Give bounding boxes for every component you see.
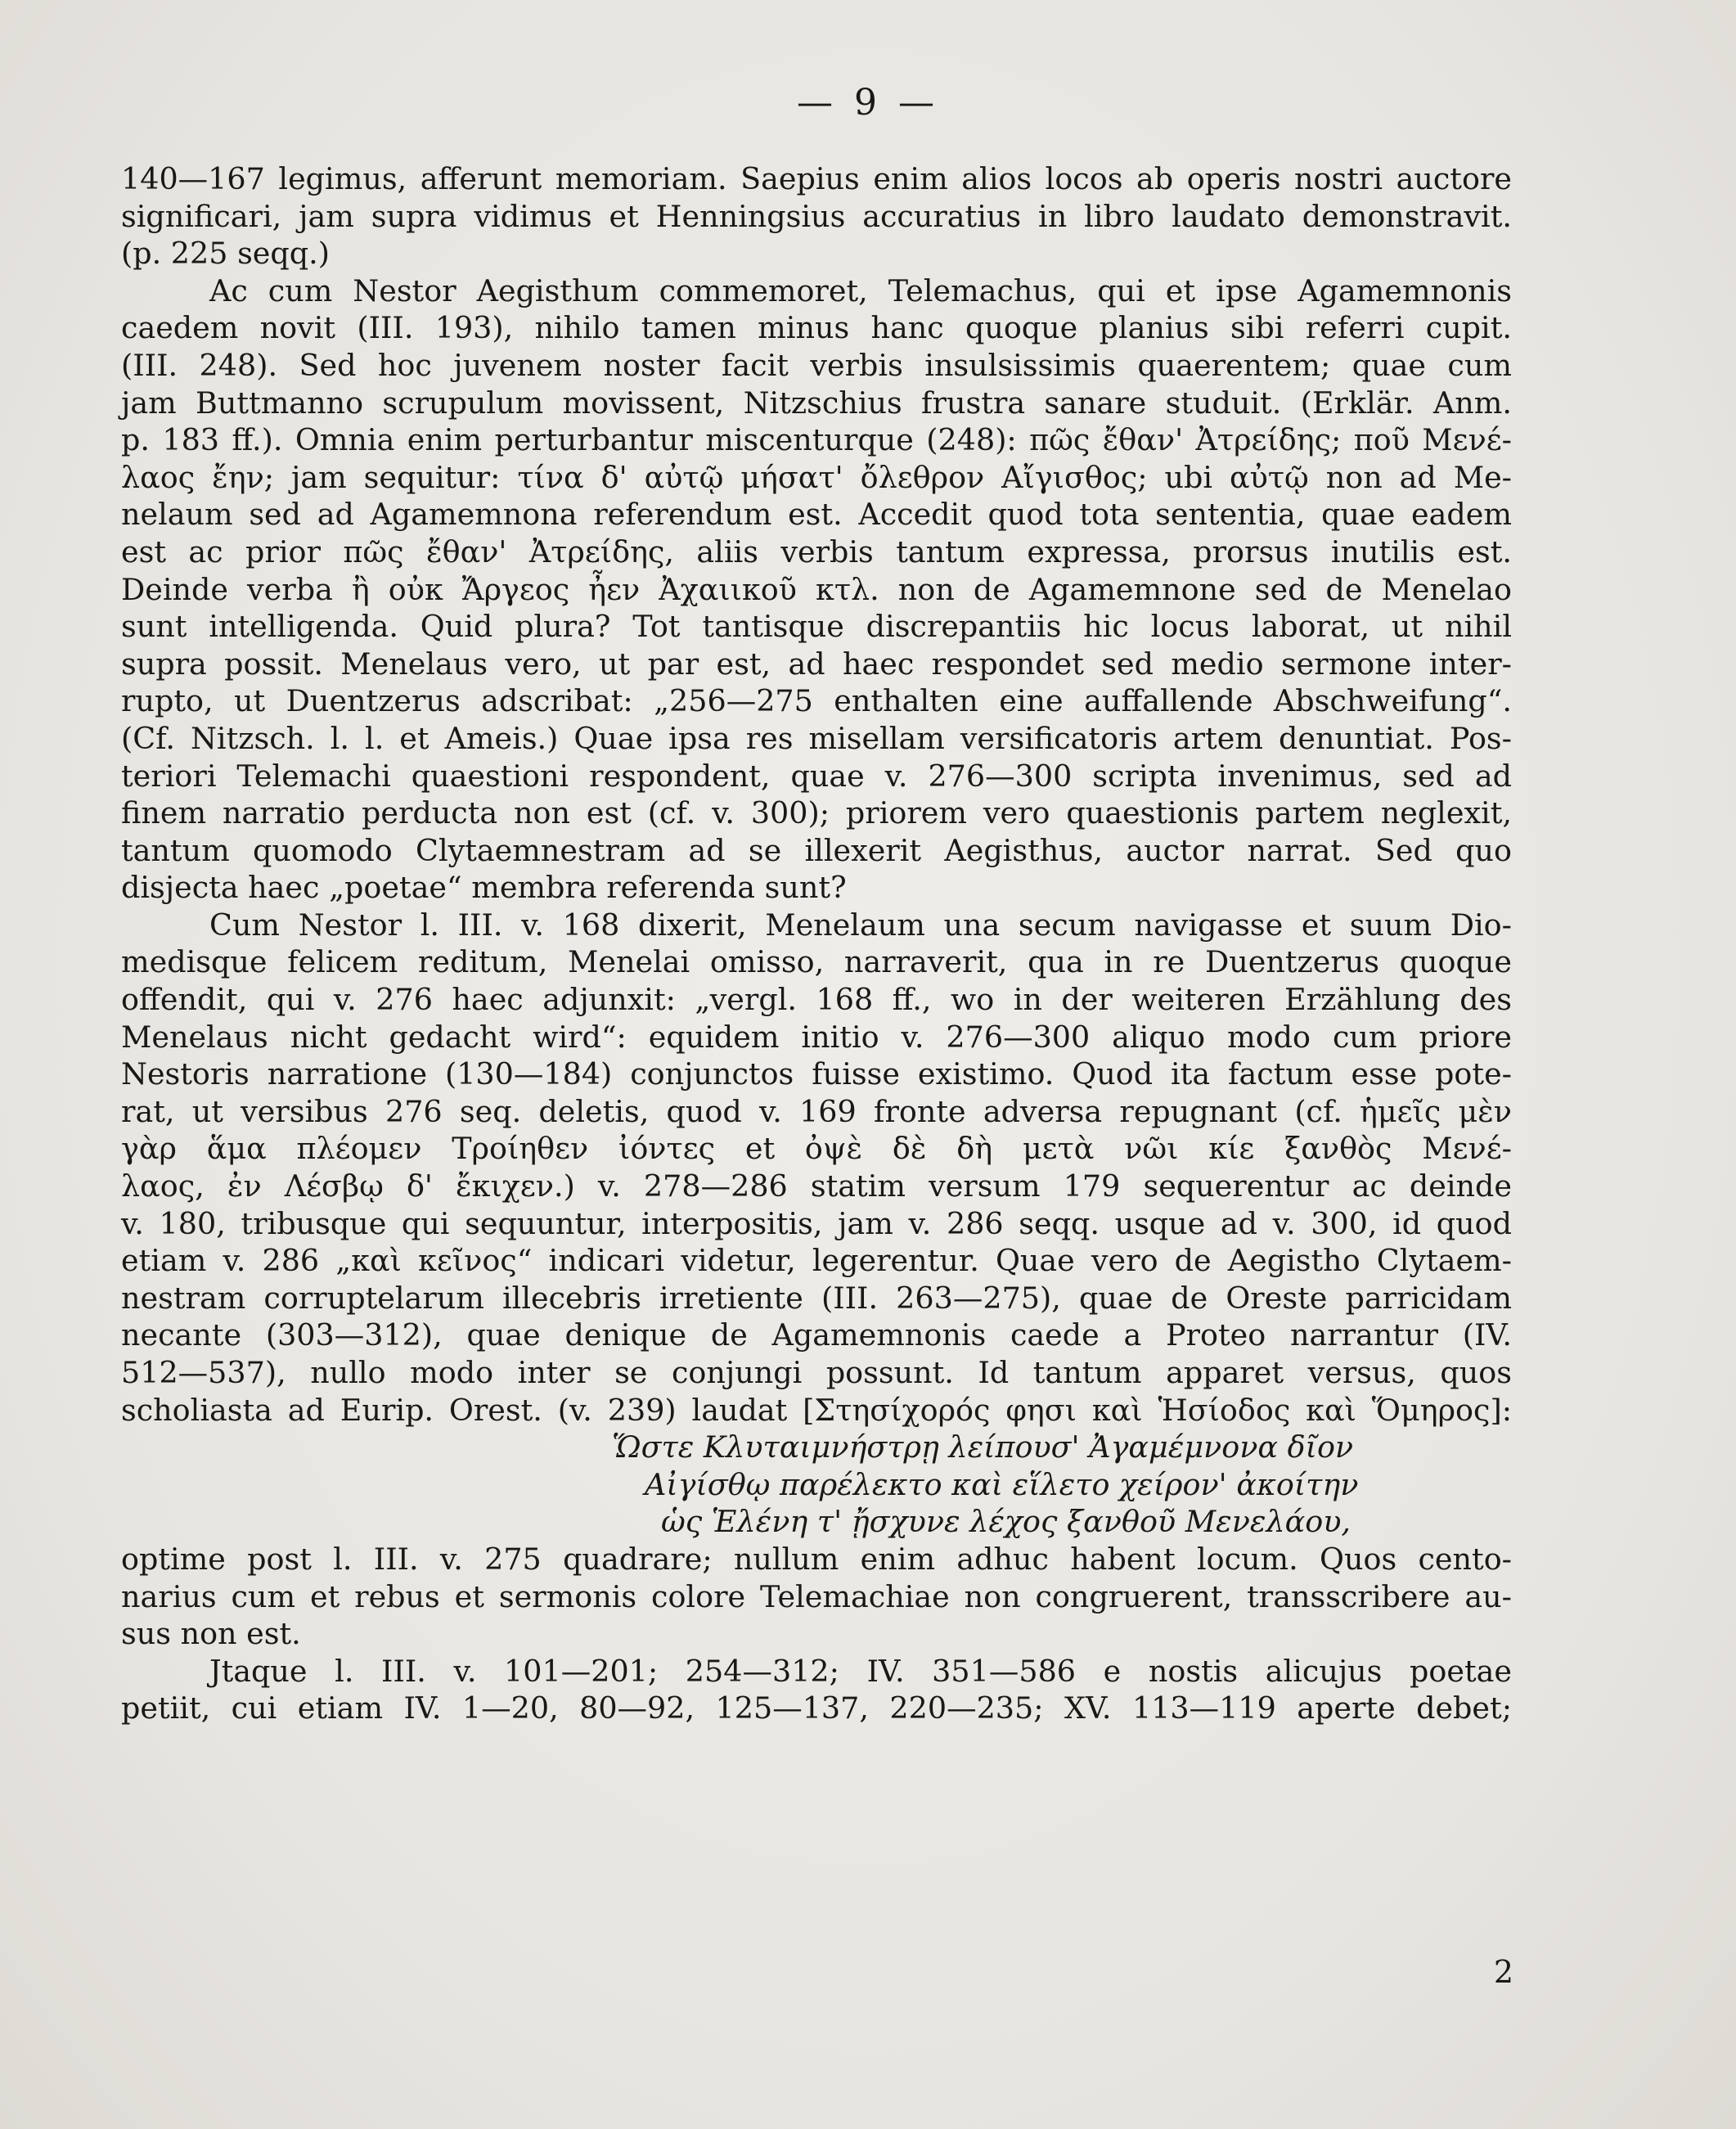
text-line: nestram corruptelarum illecebris irretiente (III. 263—275), quae de Oreste parricidam	[121, 1280, 1512, 1316]
text-line: petiit, cui etiam IV. 1—20, 80—92, 125—137, 220—235; XV. 113—119 aperte debet;	[121, 1690, 1512, 1726]
text-line: teriori Telemachi quaestioni respondent, quae v. 276—300 scripta invenimus, sed ad	[121, 758, 1512, 794]
text-line: medisque felicem reditum, Menelai omisso, narraverit, qua in re Duentzerus quoque	[121, 944, 1512, 980]
text-line: optime post l. III. v. 275 quadrare; nullum enim adhuc habent locum. Quos cento-	[121, 1541, 1512, 1577]
text-line: significari, jam supra vidimus et Henningsius accuratius in libro laudato demonstravit.	[121, 198, 1512, 234]
text-line: sus non est.	[121, 1616, 301, 1652]
verse-line: ὡς Ἑλένη τ' ᾔσχυνε λέχος ξανθοῦ Μενελάου,	[661, 1504, 1351, 1540]
text-line: narius cum et rebus et sermonis colore Telemachiae non congruerent, transscribere au-	[121, 1578, 1512, 1614]
text-line: est ac prior πῶς ἔθαν' Ἀτρείδης, aliis verbis tantum expressa, prorsus inutilis est.	[121, 533, 1512, 569]
text-line: (p. 225 seqq.)	[121, 236, 330, 272]
text-line: Ac cum Nestor Aegisthum commemoret, Telemachus, qui et ipse Agamemnonis	[209, 272, 1512, 308]
text-line: offendit, qui v. 276 haec adjunxit: „vergl. 168 ff., wo in der weiteren Erzählung des	[121, 982, 1512, 1018]
text-line: disjecta haec „poetae“ membra referenda sunt?	[121, 870, 847, 906]
verse-line: Αἰγίσθῳ παρέλεκτο καὶ εἵλετο χείρον' ἀκοίτην	[645, 1466, 1359, 1502]
text-line: γὰρ ἅμα πλέομεν Τροίηθεν ἰόντες et ὀψὲ δὲ δὴ μετὰ νῶι κίε ξανθὸς Μενέ-	[121, 1131, 1512, 1167]
text-line: tantum quomodo Clytaemnestram ad se illexerit Aegisthus, auctor narrat. Sed quo	[121, 832, 1512, 868]
text-line: p. 183 ff.). Omnia enim perturbantur miscenturque (248): πῶς ἔθαν' Ἀτρείδης; ποῦ Μενέ-	[121, 422, 1512, 458]
text-line: rat, ut versibus 276 seq. deletis, quod v. 169 fronte adversa repugnant (cf. ἡμεῖς μὲν	[121, 1093, 1512, 1129]
text-line: jam Buttmanno scrupulum movissent, Nitzschius frustra sanare studuit. (Erklär. Anm.	[121, 385, 1512, 421]
text-line: (Cf. Nitzsch. l. l. et Ameis.) Quae ipsa res misellam versificatoris artem denuntiat. Pos-	[121, 720, 1512, 756]
verse-line: Ὥστε Κλυταιμνήστρῃ λείπουσ' Ἀγαμέμνονα δῖον	[612, 1429, 1354, 1465]
text-line: scholiasta ad Eurip. Orest. (v. 239) laudat [Στησίχορός φησι καὶ Ἡσίοδος καὶ Ὅμηρος]:	[121, 1392, 1512, 1428]
text-line: sunt intelligenda. Quid plura? Tot tantisque discrepantiis hic locus laborat, ut nihil	[121, 609, 1512, 645]
text-line: Jtaque l. III. v. 101—201; 254—312; IV. 351—586 e nostis alicujus poetae	[209, 1653, 1512, 1689]
text-line: Nestoris narratione (130—184) conjunctos fuisse existimo. Quod ita factum esse pote-	[121, 1056, 1512, 1092]
text-line: Menelaus nicht gedacht wird“: equidem initio v. 276—300 aliquo modo cum priore	[121, 1019, 1512, 1055]
text-line: necante (303—312), quae denique de Agamemnonis caede a Proteo narrantur (IV.	[121, 1317, 1512, 1353]
text-line: 140—167 legimus, afferunt memoriam. Saepius enim alios locos ab operis nostri auctore	[121, 161, 1512, 196]
text-line: Cum Nestor l. III. v. 168 dixerit, Menelaum una secum navigasse et suum Dio-	[209, 907, 1512, 943]
text-line: etiam v. 286 „καὶ κεῖνος“ indicari videtur, legerentur. Quae vero de Aegistho Clytaem-	[121, 1243, 1512, 1279]
text-line: rupto, ut Duentzerus adscribat: „256—275 enthalten eine auffallende Abschweifung“.	[121, 683, 1512, 719]
text-line: nelaum sed ad Agamemnona referendum est. Accedit quod tota sententia, quae eadem	[121, 497, 1512, 533]
text-line: v. 180, tribusque qui sequuntur, interpositis, jam v. 286 seqq. usque ad v. 300, id quod	[121, 1205, 1512, 1241]
text-line: (III. 248). Sed hoc juvenem noster facit verbis insulsissimis quaerentem; quae cum	[121, 347, 1512, 383]
body-text	[121, 160, 1512, 1727]
text-line: λαος ἔην; jam sequitur: τίνα δ' αὐτῷ μήσατ' ὄλεθρον Αἴγισθος; ubi αὐτῷ non ad Me-	[121, 459, 1512, 495]
signature-mark: 2	[1493, 1954, 1513, 1990]
text-line: finem narratio perducta non est (cf. v. 300); priorem vero quaestionis partem neglexit,	[121, 795, 1512, 831]
text-line: Deinde verba ἢ οὐκ Ἄργεος ἦεν Ἀχαιικοῦ κτλ. non de Agamemnone sed de Menelao	[121, 571, 1512, 607]
text-line: λαος, ἐν Λέσβῳ δ' ἔκιχεν.) v. 278—286 statim versum 179 sequerentur ac deinde	[121, 1168, 1512, 1204]
text-line: supra possit. Menelaus vero, ut par est, ad haec respondet sed medio sermone inter-	[121, 646, 1512, 682]
page-number-header: — 9 —	[797, 82, 939, 124]
text-line: 512—537), nullo modo inter se conjungi possunt. Id tantum apparet versus, quos	[121, 1355, 1512, 1390]
text-line: caedem novit (III. 193), nihilo tamen minus hanc quoque planius sibi referri cupit.	[121, 310, 1512, 346]
